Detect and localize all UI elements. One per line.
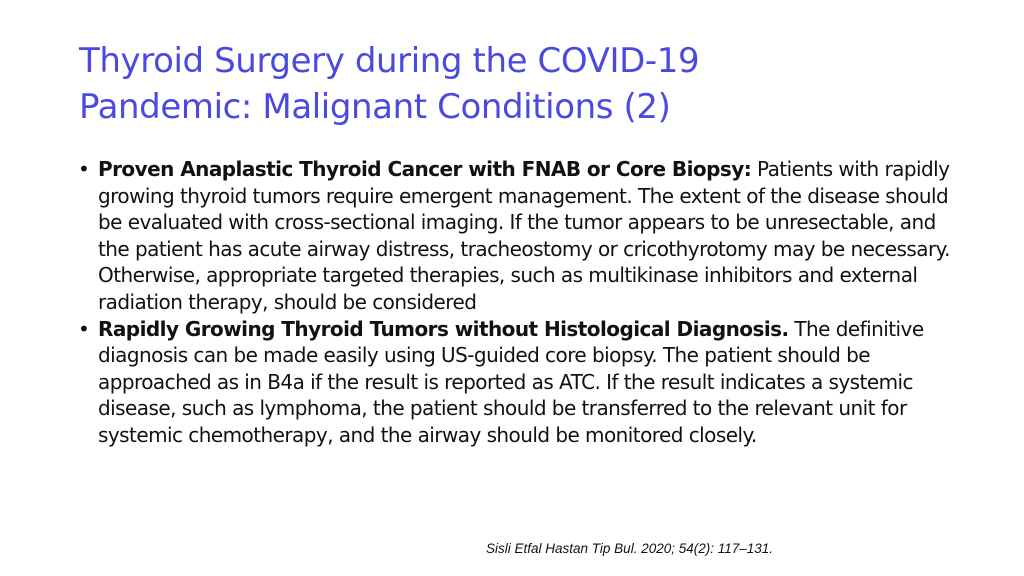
bullet-item xyxy=(78,316,958,449)
bullet-lead: Rapidly Growing Thyroid Tumors without Histological Diagnosis. xyxy=(98,316,789,341)
slide-title-line-1: Thyroid Surgery during the COVID-19 xyxy=(79,41,700,81)
bullet-dot-icon: • xyxy=(78,316,90,341)
citation: Sisli Etfal Hastan Tip Bul. 2020; 54(2): 117–131. xyxy=(486,541,774,556)
slide-title xyxy=(79,38,979,130)
slide-title-line-2: Pandemic: Malignant Conditions (2) xyxy=(79,87,671,127)
bullet-dot-icon: • xyxy=(78,157,90,181)
bullet-item xyxy=(78,156,958,316)
bullet-body: The definitive diagnosis can be made easily using US-guided core biopsy. The patient should be approached as in B4a if the result is reported as ATC. If the result indicates a systemic disease, such as lymphoma, the patient should be transferred to the relevant unit for systemic chemotherapy, and the airway should be monitored closely. xyxy=(98,316,924,447)
bullet-lead: Proven Anaplastic Thyroid Cancer with FNAB or Core Biopsy: xyxy=(98,157,752,181)
bullet-body: Patients with rapidly growing thyroid tumors require emergent management. The extent of the disease should be evaluated with cross-sectional imaging. If the tumor appears to be unresectable, and the patient has acute airway distress, tracheostomy or cricothyrotomy may be necessary. Otherwise, appropriate targeted therapies, such as multikinase inhibitors and external radiation therapy, should be considered xyxy=(98,157,950,314)
bullet-list xyxy=(78,156,958,449)
